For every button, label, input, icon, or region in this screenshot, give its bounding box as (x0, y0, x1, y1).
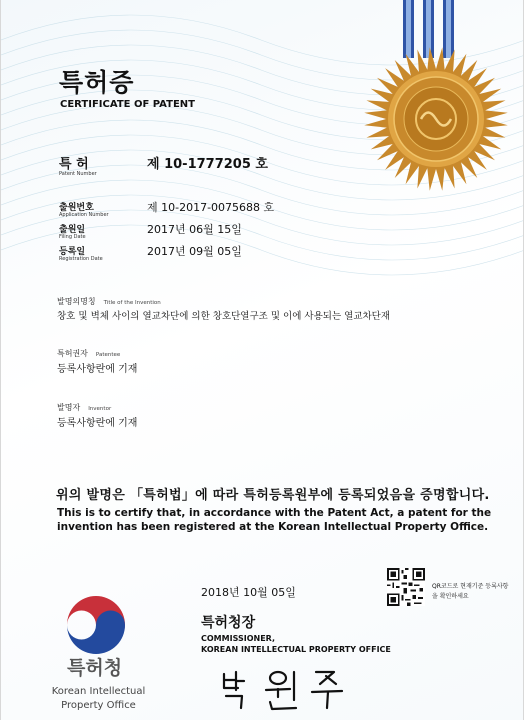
application-number-value: 제 10-2017-0075688 호 (147, 201, 275, 214)
invention-title-label-en: Title of the Invention (103, 300, 161, 306)
kipo-name-ko: 특허청 (67, 657, 123, 679)
application-number-label: 출원번호 (59, 203, 94, 213)
patentee-label-ko: 특허권자 (57, 349, 88, 358)
inventor-value: 등록사항란에 기재 (57, 418, 138, 429)
inventor-label (57, 402, 111, 413)
filing-date-value: 2017년 06월 15일 (147, 223, 242, 236)
invention-title-label (57, 296, 161, 307)
patentee-label-en: Patentee (95, 352, 121, 358)
certificate-title-en: CERTIFICATE OF PATENT (60, 99, 195, 110)
invention-title-value: 창호 및 벽체 사이의 열교차단에 의한 창호단열구조 및 이에 사용되는 열교차단재 (57, 311, 391, 322)
kipo-logo-icon (61, 590, 131, 660)
commissioner-title: 특허청장 (201, 615, 256, 631)
registration-date-label-en: Registration Date (59, 256, 103, 262)
patentee-label (57, 348, 120, 359)
invention-title-label-ko: 발명의명칭 (57, 297, 96, 306)
gold-seal-icon (361, 44, 511, 194)
kipo-name-en: Korean Intellectual Property Office (51, 686, 146, 711)
commissioner-title-en-line2: KOREAN INTELLECTUAL PROPERTY OFFICE (201, 645, 391, 654)
patent-number-label: 특 허 (59, 157, 89, 172)
commissioner-title-en-line1: COMMISSIONER, (201, 634, 276, 643)
commissioner-signature (216, 662, 356, 712)
inventor-label-en: Inventor (88, 406, 112, 412)
registration-date-label: 등록일 (59, 247, 86, 257)
filing-date-label: 출원일 (59, 225, 86, 235)
qr-note: QR코드로 현재기준 등록사항을 확인하세요 (432, 583, 509, 600)
certification-statement-en: This is to certify that, in accordance with the Patent Act, a patent for the invention has been registered at the Korean Intellectual Property Office. (57, 507, 492, 533)
patent-number-value: 제 10-1777205 호 (147, 157, 268, 172)
application-number-label-en: Application Number (59, 212, 109, 218)
registration-date-value: 2017년 09월 05일 (147, 245, 242, 258)
filing-date-label-en: Filing Date (59, 234, 86, 240)
qr-code-icon (387, 568, 425, 606)
patent-number-label-en: Patent Number (59, 171, 97, 177)
patentee-value: 등록사항란에 기재 (57, 364, 138, 375)
certification-statement-ko: 위의 발명은 「특허법」에 따라 특허등록원부에 등록되었음을 증명합니다. (56, 488, 490, 503)
inventor-label-ko: 발명자 (57, 403, 81, 412)
issue-date: 2018년 10월 05일 (201, 586, 296, 599)
certificate-title: 특허증 (59, 68, 135, 97)
